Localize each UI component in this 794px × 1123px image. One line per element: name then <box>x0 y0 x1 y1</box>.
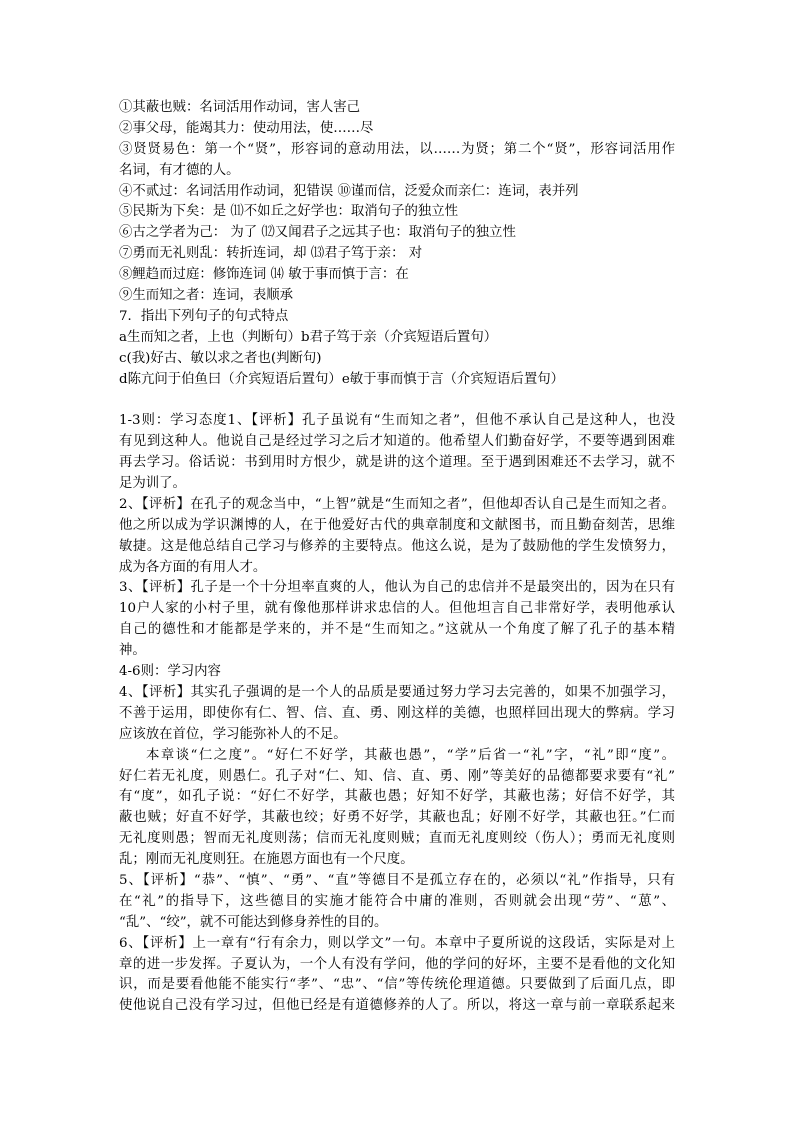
paragraph-line: 足为训了。 <box>119 476 186 492</box>
annotation-line-2: ②事父母，能竭其力：使动用法，使……尽 <box>119 120 374 136</box>
paragraph-line: 他之所以成为学识渊博的人，在于他爱好古代的典章制度和文献图书，而且勤奋刻苦，思维 <box>119 517 675 533</box>
annotation-line-7: ⑦勇而无礼则乱：转折连词，却 ⒀君子笃于亲： 对 <box>119 246 423 262</box>
annotation-line-1: ①其蔽也贼：名词活用作动词，害人害己 <box>119 100 361 115</box>
paragraph-line: 1-3则：学习态度1、【评析】孔子虽说有“生而知之者”，但他不承认自己是这种人，也没 <box>119 413 675 429</box>
annotation-line-6: ⑥古之学者为己： 为了 ⑿又闻君子之远其子也：取消句子的独立性 <box>119 225 516 241</box>
annotation-line-8: ⑧鲤趋而过庭：修饰连词 ⒁ 敏于事而慎于言：在 <box>119 267 409 283</box>
sentence-pattern-ab: a生而知之者，上也（判断句）b君子笃于亲（介宾短语后置句） <box>119 329 498 345</box>
paragraph-line: 3、【评析】孔子是一个十分坦率直爽的人，他认为自己的忠信并不是最突出的，因为在只有 <box>119 580 675 596</box>
annotation-line-4: ④不贰过：名词活用作动词，犯错误 ⑩谨而信，泛爱众而亲仁：连词，表并列 <box>119 183 579 199</box>
section-heading: 4-6则：学习内容 <box>119 664 221 680</box>
paragraph-line: 识，而是要看他能不能实行“孝”、“忠”、“信”等传统伦理道德。只要做到了后面几点，即 <box>119 977 675 993</box>
annotation-line-9: ⑨生而知之者：连词，表顺承 <box>119 288 294 304</box>
annotation-line-3: ③贤贤易色：第一个“贤”，形容词的意动用法，以……为贤；第二个“贤”，形容词活用作 <box>119 141 675 157</box>
paragraph-line: 有“度”，如孔子说：“好仁不好学，其蔽也愚；好知不好学，其蔽也荡；好信不好学，其 <box>119 789 675 805</box>
paragraph-line: 有见到这种人。他说自己是经过学习之后才知道的。他希望人们勤奋好学，不要等遇到困难 <box>119 434 675 450</box>
question-heading: 7．指出下列句子的句式特点 <box>119 308 289 324</box>
paragraph-line: 自己的德性和才能都是学来的，并不是“生而知之。”这就从一个角度了解了孔子的基本精 <box>119 622 675 638</box>
paragraph-line: 乱；刚而无礼度则狂。在施恩方面也有一个尺度。 <box>119 852 414 868</box>
paragraph-line: 敏捷。这是他总结自己学习与修养的主要特点。他这么说，是为了鼓励他的学生发愤努力， <box>119 538 675 554</box>
paragraph-line: 蔽也贼；好直不好学，其蔽也绞；好勇不好学，其蔽也乱；好刚不好学，其蔽也狂。”仁而 <box>119 810 675 826</box>
document-body <box>119 98 675 1017</box>
paragraph-line: 应该放在首位，学习能弥补人的不足。 <box>119 726 347 742</box>
paragraph-line: 2、【评析】在孔子的观念当中，“上智”就是“生而知之者”，但他却否认自己是生而知之者。 <box>119 496 675 512</box>
paragraph-line: “乱”、“绞”，就不可能达到修身养性的目的。 <box>119 914 388 930</box>
paragraph-line: 使他说自己没有学习过，但他已经是有道德修养的人了。所以，将这一章与前一章联系起来 <box>119 998 675 1014</box>
sentence-pattern-de: d陈亢问于伯鱼曰（介宾短语后置句）e敏于事而慎于言（介宾短语后置句） <box>119 371 564 387</box>
annotation-line-5: ⑤民斯为下矣：是 ⑾不如丘之好学也：取消句子的独立性 <box>119 204 459 220</box>
paragraph-line: 成为各方面的有用人才。 <box>119 559 267 575</box>
paragraph-line: 5、【评析】“恭”、“慎”、“勇”、“直”等德目不是孤立存在的，必须以“礼”作指导，只有 <box>119 872 675 888</box>
paragraph-line: 再去学习。俗话说：书到用时方恨少，就是讲的这个道理。至于遇到困难还不去学习，就不 <box>119 455 675 471</box>
sentence-pattern-c: c(我)好古、敏以求之者也(判断句) <box>119 350 322 366</box>
paragraph-line: 不善于运用，即使你有仁、智、信、直、勇、刚这样的美德，也照样回出现大的弊病。学习 <box>119 705 675 721</box>
paragraph-line: 6、【评析】上一章有“行有余力，则以学文”一句。本章中子夏所说的这段话，实际是对上 <box>119 935 675 951</box>
paragraph-line: 本章谈“仁之度”。“好仁不好学，其蔽也愚”，“学”后省一“礼”字，“礼”即“度”。 <box>146 747 675 763</box>
paragraph-line: 章的进一步发挥。子夏认为，一个人有没有学问，他的学问的好坏，主要不是看他的文化知 <box>119 956 675 972</box>
paragraph-line: 4、【评析】其实孔子强调的是一个人的品质是要通过努力学习去完善的，如果不加强学习， <box>119 684 675 700</box>
blank-line <box>119 390 675 411</box>
paragraph-line: 10户人家的小村子里，就有像他那样讲求忠信的人。但他坦言自己非常好学，表明他承认 <box>119 601 675 617</box>
paragraph-line: 神。 <box>119 643 146 659</box>
paragraph-line: 在“礼”的指导下，这些德目的实施才能符合中庸的准则，否则就会出现“劳”、“葸”、 <box>119 893 675 909</box>
annotation-line-3-cont: 名词，有才德的人。 <box>119 162 240 178</box>
paragraph-line: 好仁若无礼度，则愚仁。孔子对“仁、知、信、直、勇、刚”等美好的品德都要求要有“礼” <box>119 768 675 784</box>
paragraph-line: 无礼度则愚；智而无礼度则荡；信而无礼度则贼；直而无礼度则绞（伤人）；勇而无礼度则 <box>119 831 675 847</box>
